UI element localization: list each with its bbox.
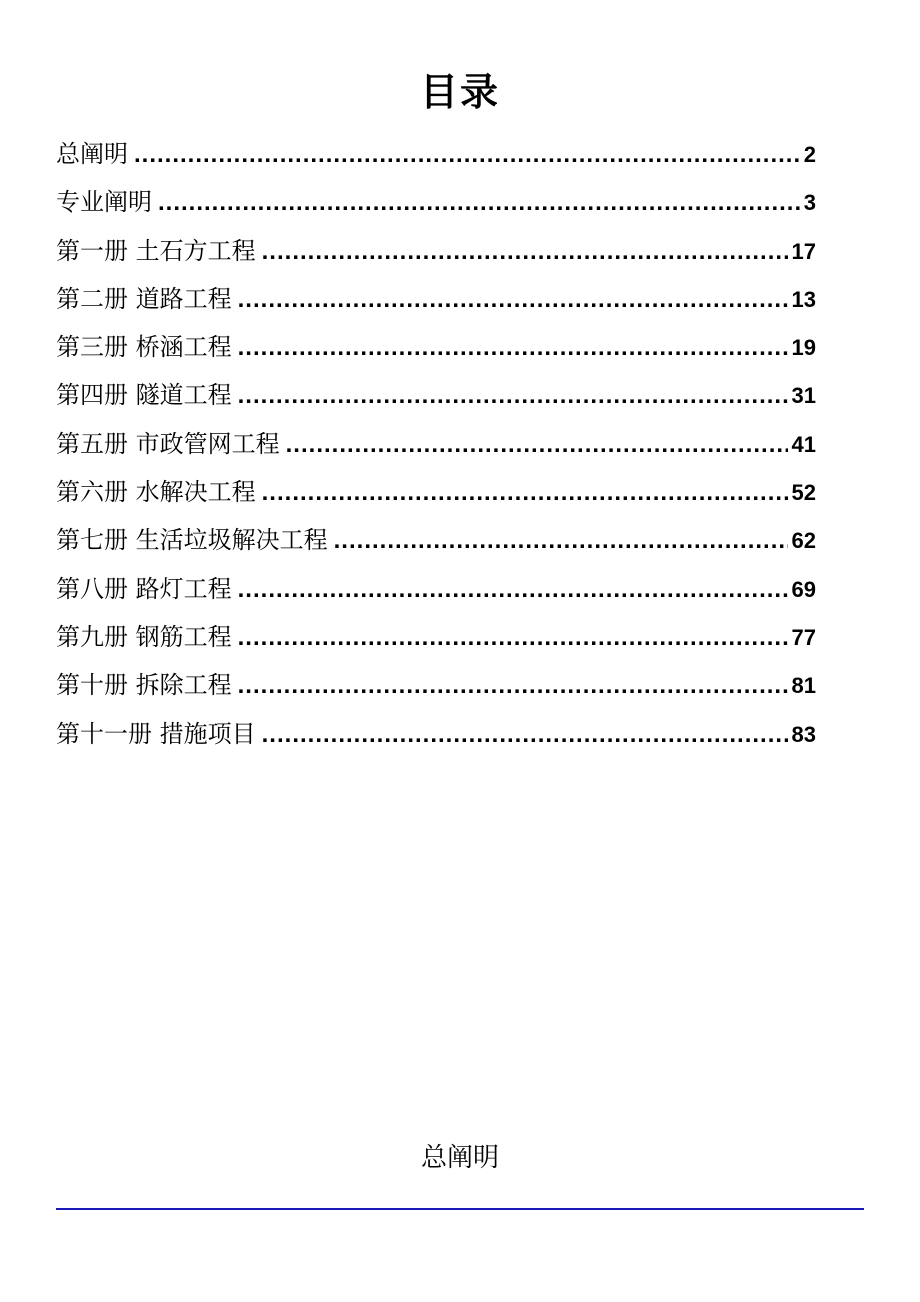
toc-entry[interactable] bbox=[56, 613, 816, 661]
toc-entry[interactable] bbox=[56, 710, 816, 758]
toc-entry-label: 第九册 钢筋工程 bbox=[56, 622, 232, 651]
toc-entry-page: 13 bbox=[791, 286, 816, 312]
toc-entry-page: 52 bbox=[791, 480, 816, 506]
toc-leader-dots bbox=[238, 372, 788, 420]
toc-leader-dots bbox=[238, 324, 788, 372]
toc-entry[interactable] bbox=[56, 371, 816, 419]
toc-entry[interactable] bbox=[56, 661, 816, 709]
toc-entry-page: 19 bbox=[791, 335, 816, 361]
toc-entry[interactable] bbox=[56, 178, 816, 226]
toc-leader-dots bbox=[262, 711, 788, 759]
toc-entry-page: 17 bbox=[791, 238, 816, 264]
toc-entry-label: 第十一册 措施项目 bbox=[56, 719, 256, 748]
header-rule bbox=[56, 1208, 864, 1210]
toc-list bbox=[56, 130, 826, 758]
toc-leader-dots bbox=[262, 469, 788, 517]
toc-entry[interactable] bbox=[56, 420, 816, 468]
toc-leader-dots bbox=[334, 517, 788, 565]
toc-entry[interactable] bbox=[56, 227, 816, 275]
toc-entry-label: 第三册 桥涵工程 bbox=[56, 333, 232, 362]
section-heading: 总阐明 bbox=[420, 1143, 499, 1173]
toc-entry-label: 第十册 拆除工程 bbox=[56, 671, 232, 700]
toc-entry-page: 3 bbox=[803, 190, 816, 216]
toc-leader-dots bbox=[238, 276, 788, 324]
toc-entry-page: 83 bbox=[791, 721, 816, 747]
toc-entry-label: 总阐明 bbox=[56, 140, 128, 168]
toc-title: 目录 bbox=[419, 70, 500, 114]
toc-entry-label: 第六册 水解决工程 bbox=[56, 478, 256, 507]
toc-entry-page: 81 bbox=[791, 673, 816, 699]
toc-leader-dots bbox=[158, 179, 800, 227]
toc-leader-dots bbox=[238, 566, 788, 614]
toc-entry-label: 第八册 路灯工程 bbox=[56, 574, 232, 603]
toc-entry-page: 69 bbox=[791, 576, 816, 602]
toc-entry-page: 77 bbox=[791, 624, 816, 650]
toc-leader-dots bbox=[262, 228, 788, 276]
toc-entry[interactable] bbox=[56, 565, 816, 613]
toc-entry[interactable] bbox=[56, 275, 816, 323]
toc-entry[interactable] bbox=[56, 130, 816, 178]
toc-entry-label: 第七册 生活垃圾解决工程 bbox=[56, 526, 328, 555]
toc-leader-dots bbox=[134, 131, 800, 179]
toc-entry[interactable] bbox=[56, 516, 816, 564]
toc-entry-label: 第五册 市政管网工程 bbox=[56, 429, 280, 458]
toc-leader-dots bbox=[286, 421, 788, 469]
toc-entry-label: 专业阐明 bbox=[56, 188, 152, 217]
toc-entry[interactable] bbox=[56, 468, 816, 516]
toc-entry-label: 第一册 土石方工程 bbox=[56, 236, 256, 265]
toc-entry-page: 41 bbox=[791, 431, 816, 457]
toc-entry-label: 第四册 隧道工程 bbox=[56, 381, 232, 410]
toc-leader-dots bbox=[238, 662, 788, 710]
toc-entry-page: 31 bbox=[791, 383, 816, 409]
toc-entry-page: 62 bbox=[791, 528, 816, 554]
toc-entry-page: 2 bbox=[803, 142, 816, 167]
toc-entry[interactable] bbox=[56, 323, 816, 371]
toc-leader-dots bbox=[238, 614, 788, 662]
toc-entry-label: 第二册 道路工程 bbox=[56, 284, 232, 313]
